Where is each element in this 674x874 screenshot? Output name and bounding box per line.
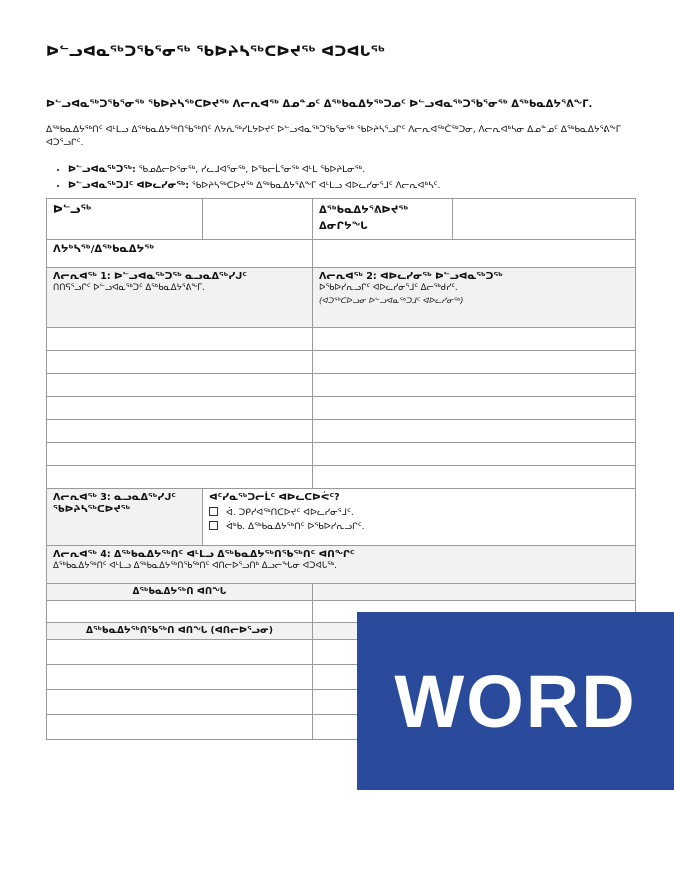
employer-name-input[interactable] (47, 640, 313, 665)
intro-paragraph: ᐃᖅᑲᓇᐃᔭᖅᑎᑦ ᐊᒻᒪᓗ ᐃᖅᑲᓇᐃᔭᖅᑎᖃᖅᑎᑦ ᐱᔭᕇᖅᓯᒪᔭᐅᔪᑦ ᐅᓪᓗᐊᓇᖅᑐᖃᕐᓂᖅ ᖃᐅᔨᓴᕐᓗᒋᑦ ᐱᓕᕆᐊᖅᑖᖅᑐᓂ, ᐱᓕᕆᐊᒃᓴᓂ ᐃᓄᓐᓄᑦ ᐃᖅᑲᓇᐃᔭᕐᕕᖕᒥ ᐊᑐᕐᓗᒋᑦ. (46, 125, 621, 148)
label-workplace: ᐃᖅᑲᓇᐃᔭᕐᕕᐅᔪᖅ ᐃᓂᒋᔭᖓ (313, 199, 453, 240)
control-row-input[interactable] (313, 466, 636, 489)
task-input[interactable] (313, 240, 636, 268)
label-location: ᐅᓪᓗᖅ (47, 199, 203, 240)
hazard-row-input[interactable] (47, 443, 313, 466)
control-row-input[interactable] (313, 351, 636, 374)
workplace-input[interactable] (453, 199, 636, 240)
hazard-row-input[interactable] (47, 328, 313, 351)
hazard-row-input[interactable] (47, 466, 313, 489)
word-badge-label: WORD (394, 659, 637, 743)
document-title: ᐅᓪᓗᐊᓇᖅᑐᖃᕐᓂᖅ ᖃᐅᔨᓴᖅᑕᐅᔪᖅ ᐊᑐᐊᒐᖅ (46, 44, 386, 60)
employer-name-input[interactable] (47, 665, 313, 690)
check-option-no[interactable]: ᐋᒃᑲ. ᐃᖅᑲᓇᐃᔭᖅᑎᑦ ᐅᖃᐅᓯᕆᓗᒋᑦ. (209, 520, 629, 534)
location-input[interactable] (203, 199, 313, 240)
bullet-item: • ᐅᓪᓗᐊᓇᖅᑐᖅ: ᖃᓄᐃᓕᐅᕐᓂᖅ, ᓯᓚᒧᐊᕐᓂᖅ, ᐅᖃᓕᒫᕐᓂᖅ ᐊᒻᒪ ᖃᐅᔨᒪᓂᖅ. (68, 164, 636, 177)
check-question: ᐊᑦᓯᓇᖅᑐᓕᒫᑦ ᐊᐅᓚᑕᐅᕚᑦ? (209, 492, 340, 503)
employer-name-input[interactable] (47, 690, 313, 715)
col-employer-name: ᐃᖅᑲᓇᐃᔭᖅᑎᖃᖅᑎ ᐊᑎᖓ (ᐊᑎᓕᐅᕐᓗᓂ) (47, 623, 313, 640)
bullet-list (68, 164, 636, 192)
step2-header: ᐱᓕᕆᐊᖅ 2: ᐊᐅᓚᓯᓂᖅ ᐅᓪᓗᐊᓇᖅᑐᖅ ᐅᖃᐅᓯᕆᓗᒋᑦ ᐊᐅᓚᓯᓂᕐᒧᑦ ᐃᓕᖅᑯᓯᑦ. (ᐊᑐᖅᑕᐅᓗᓂ ᐅᓪᓗᐊᓇᖅᑐᒧᑦ ᐊᐅᓚᓯᓂᖅ) (313, 268, 636, 328)
hazard-row-input[interactable] (47, 420, 313, 443)
worker-name-input[interactable] (47, 601, 313, 623)
step1-header: ᐱᓕᕆᐊᖅ 1: ᐅᓪᓗᐊᓇᖅᑐᖅ ᓇᓗᓇᐃᖅᓯᒍᑦ ᑎᑎᕋᕐᓗᒋᑦ ᐅᓪᓗᐊᓇᖅᑐᑦ ᐃᖅᑲᓇᐃᔭᕐᕕᖕᒥ. (47, 268, 313, 328)
checkbox-yes[interactable] (209, 507, 218, 516)
word-format-badge[interactable] (357, 612, 674, 790)
hazard-row-input[interactable] (47, 397, 313, 420)
control-row-input[interactable] (313, 328, 636, 351)
hazard-row-input[interactable] (47, 374, 313, 397)
label-task: ᐱᔭᒃᓴᖅ/ᐃᖅᑲᓇᐃᔭᖅ (47, 240, 313, 268)
control-row-input[interactable] (313, 420, 636, 443)
step3-checks (203, 489, 636, 546)
control-row-input[interactable] (313, 397, 636, 420)
hazard-row-input[interactable] (47, 351, 313, 374)
intro-heading: ᐅᓪᓗᐊᓇᖅᑐᖃᕐᓂᖅ ᖃᐅᔨᓴᖅᑕᐅᔪᖅ ᐱᓕᕆᐊᖅ ᐃᓄᓐᓄᑦ ᐃᖅᑲᓇᐃᔭᖅᑐᓄᑦ ᐅᓪᓗᐊᓇᖅᑐᖃᕐᓂᖅ ᐃᖅᑲᓇᐃᔭᕐᕕᖕᒥ. (46, 99, 593, 110)
check-option-yes[interactable]: ᐋ. ᑐᑭᓯᐊᖅᑎᑕᐅᔪᑦ ᐊᐅᓚᓯᓂᕐᒧᑦ. (209, 506, 629, 520)
step3-header: ᐱᓕᕆᐊᖅ 3: ᓇᓗᓇᐃᖅᓯᒍᑦ ᖃᐅᔨᓴᖅᑕᐅᔪᖅ (47, 489, 203, 546)
step4-header: ᐱᓕᕆᐊᖅ 4: ᐃᖅᑲᓇᐃᔭᖅᑎᑦ ᐊᒻᒪᓗ ᐃᖅᑲᓇᐃᔭᖅᑎᖃᖅᑎᑦ ᐊᑎᖏᑦ ᐃᖅᑲᓇᐃᔭᖅᑎᑦ ᐊᒻᒪᓗ ᐃᖅᑲᓇᐃᔭᖅᑎᖃᖅᑎᑦ ᐊᑎᓕᐅᕐᓗᑎᒃ ᐃᓗᓕᖓᓂ ᐊᑐᐊᒐᖅ. (47, 546, 636, 584)
control-row-input[interactable] (313, 443, 636, 466)
checkbox-no[interactable] (209, 521, 218, 530)
bullet-item: • ᐅᓪᓗᐊᓇᖅᑐᒧᑦ ᐊᐅᓚᓯᓂᖅ: ᖃᐅᔨᓴᖅᑕᐅᔪᖅ ᐃᖅᑲᓇᐃᔭᕐᕕᖕᒥ ᐊᒻᒪᓗ ᐊᐅᓚᓯᓂᕐᒧᑦ ᐱᓕᕆᐊᒃᓴᑦ. (68, 180, 636, 193)
control-row-input[interactable] (313, 374, 636, 397)
employer-name-input[interactable] (47, 715, 313, 740)
col-worker-name: ᐃᖅᑲᓇᐃᔭᖅᑎ ᐊᑎᖓ (47, 584, 313, 601)
